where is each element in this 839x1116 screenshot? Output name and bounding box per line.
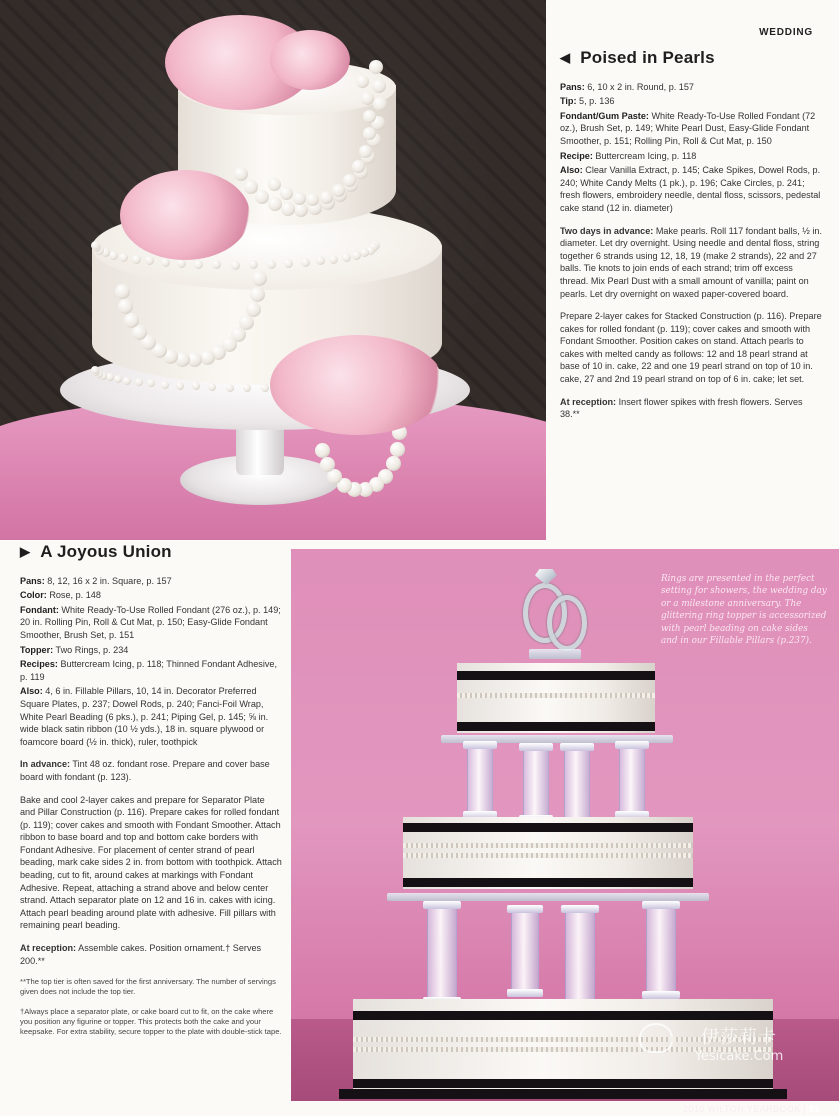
pearl: [281, 202, 295, 216]
base-board-ribbon: [339, 1089, 787, 1099]
cake-logo-icon: [639, 1023, 673, 1053]
method-paragraph: Prepare 2-layer cakes for Stacked Construction (p. 116). Prepare cakes for rolled fondant (p. 119); cover cakes and smooth with Fondant Smoother. Position cakes on stand. Attach pearls to cakes with melted candy as follows: 12 and 18 pearl strand at base of 10 in. cake, 22 and one 19 pearl strand on top of 10 in. cake, 27 and 2nd 19 pearl strand on top of 6 in. cake; let set.: [560, 311, 822, 385]
pearl: [284, 259, 293, 268]
pearl: [342, 253, 351, 262]
pearl: [373, 97, 387, 111]
fillable-pillar: [511, 909, 539, 993]
pearl: [161, 258, 170, 267]
advance-instructions: Two days in advance: Make pearls. Roll 117 fondant balls, ½ in. diameter. Let dry overnight. Using needle and dental floss, string together 6 strands using 12, 18, 19 (make 2 strands), 22 and 27 balls. Tie knots to join ends of each strand; trim off excess thread. Mix Pearl Dust with a small amount of vanilla; paint on pearls. Let dry overnight on waxed paper-covered board.: [560, 225, 822, 299]
triangle-right-icon: ▶: [20, 544, 31, 559]
pearl: [115, 284, 130, 299]
ingredient-line: Also: 4, 6 in. Fillable Pillars, 10, 14 in. Decorator Preferred Square Plates, p. 237; Dowel Rods, p. 240; Fanci-Foil Wrap, White Pearl Beading (6 pks.), p. 241; Piping Gel, p. 145; ⅝ in. wide black satin ribbon (10 ½ yds.), 18 in. square plywood or foamcore board (½ in. thick), ruler, toothpick: [20, 686, 269, 747]
footnote-servings: **The top tier is often saved for the first anniversary. The number of servings given does not include the top tier.: [20, 977, 276, 997]
pink-flower-cluster-top-right: [270, 30, 350, 90]
ingredient-line: Recipes: Buttercream Icing, p. 118; Thinned Fondant Adhesive, p. 119: [20, 659, 277, 682]
fillable-pillar: [523, 747, 549, 819]
pearl: [132, 255, 141, 264]
pearl: [91, 366, 99, 374]
recipe-poised-in-pearls: [560, 48, 822, 421]
recipe-title-text: A Joyous Union: [40, 542, 172, 561]
recipe-title: [20, 542, 282, 561]
pearl: [363, 110, 376, 123]
fillable-pillar: [565, 909, 595, 1009]
photo-caption: Rings are presented in the perfect setting for showers, the wedding day or a milestone anniversary. The glittering ring topper is accessorized with pearl beading on cake sides and in our Fillable Pillars (p.237).: [661, 574, 827, 647]
pearl: [268, 197, 282, 211]
watermark-url: Yesicake.Com: [694, 1049, 784, 1064]
photo-poised-in-pearls-cake: [0, 0, 546, 540]
pearl: [267, 260, 276, 269]
fillable-pillar: [467, 745, 493, 815]
cake-middle-tier: [403, 817, 693, 889]
ingredient-line: Tip: 5, p. 136: [560, 96, 615, 107]
pearl: [372, 79, 386, 93]
pink-flower-cluster-bottom: [270, 335, 445, 435]
fillable-pillar: [646, 905, 676, 995]
ingredient-line: Color: Rose, p. 148: [20, 590, 101, 601]
pearl: [177, 259, 186, 268]
fillable-pillar: [619, 745, 645, 815]
reception-instructions: At reception: Insert flower spikes with fresh flowers. Serves 38.**: [560, 396, 803, 420]
method-paragraph: Bake and cool 2-layer cakes and prepare for Separator Plate and Pillar Construction (p. 116). Prepare cakes for rolled fondant (p. 119); cover cakes and smooth with Fondant Smoother. Attach ribbon to base board and top and bottom cake borders with Fondant Adhesive. For placement of center strand of pearl beading, mark cake sides 2 in. from bottom with toothpick. Attach beading, cut to fit, around cakes at markings with Fondant Adhesive. Repeat, attaching a strand above and below center strand. Attach separator plate on 12 and 16 in. cakes with icing. Attach pearl beading around plate with adhesive. Fill pillars with remaining pearl beading.: [20, 794, 282, 931]
pearl: [359, 145, 372, 158]
pearl: [114, 375, 122, 383]
pearl: [261, 384, 269, 392]
pearl: [390, 442, 405, 457]
ingredient-line: Fondant: White Ready-To-Use Rolled Fondant (276 oz.), p. 149; 20 in. Rolling Pin, Roll & Cut Mat, p. 150; Easy-Glide Fondant Smoother, Brush Set, p. 151: [20, 604, 281, 640]
ingredient-line: Fondant/Gum Paste: White Ready-To-Use Rolled Fondant (72 oz.), Brush Set, p. 149; White Pearl Dust, Easy-Glide Fondant Smoother, p. 151; Rolling Pin, Roll & Cut Mat, p. 150: [560, 110, 816, 146]
page-folio: 2010 WILTON YEARBOOK | 89: [683, 1104, 820, 1114]
pearl: [343, 174, 356, 187]
ingredient-line: Also: Clear Vanilla Extract, p. 145; Cake Spikes, Dowel Rods, p. 240; White Candy Melts (1 pk.), p. 196; Cake Circles, p. 241; fresh flowers, embroidery needle, dental floss, scissors, pedestal cake stand (12 in. diameter): [560, 165, 821, 213]
topper-base: [529, 649, 581, 659]
ring-topper-right: [547, 595, 587, 651]
triangle-left-icon: ◀: [560, 50, 571, 65]
ingredient-line: Recipe: Buttercream Icing, p. 118: [560, 150, 697, 161]
pearl: [320, 457, 335, 472]
ingredient-line: Topper: Two Rings, p. 234: [20, 644, 129, 655]
publication-name: 2010 WILTON YEARBOOK: [683, 1104, 801, 1114]
ingredient-line: Pans: 8, 12, 16 x 2 in. Square, p. 157: [20, 575, 172, 586]
pearl: [332, 184, 345, 197]
photo-a-joyous-union-cake: [291, 549, 839, 1101]
pearl: [194, 260, 203, 269]
page-number: 89: [809, 1104, 820, 1114]
pearl: [91, 241, 100, 250]
pearl: [109, 251, 118, 260]
pearl: [301, 258, 310, 267]
pearl: [124, 313, 139, 328]
fillable-pillar: [427, 905, 457, 1001]
watermark-chinese: 伊莎莉卡: [701, 1027, 777, 1048]
advance-instructions: In advance: Tint 48 oz. fondant rose. Prepare and cover base board with fondant (p. 123).: [20, 759, 270, 782]
pearl: [320, 191, 333, 204]
fillable-pillar: [564, 747, 590, 823]
pearl: [176, 382, 184, 390]
pearl: [360, 248, 369, 257]
site-watermark: [639, 1023, 799, 1064]
recipe-title: [560, 48, 822, 67]
pink-flower-cluster-middle: [120, 170, 250, 260]
pearl: [361, 92, 374, 105]
cake-top-tier: [457, 663, 655, 733]
pearl: [226, 384, 234, 392]
reception-instructions: At reception: Assemble cakes. Position ornament.† Serves 200.**: [20, 943, 262, 966]
pearl: [363, 127, 376, 140]
pearl: [135, 378, 143, 386]
section-tag: WEDDING: [759, 27, 813, 38]
pearl: [293, 192, 306, 205]
recipe-title-text: Poised in Pearls: [580, 48, 715, 67]
pearl: [315, 443, 330, 458]
pearl: [244, 180, 258, 194]
pearl: [250, 287, 265, 302]
pearl: [161, 381, 169, 389]
diamond-gem-icon: [535, 569, 557, 585]
recipe-a-joyous-union: [20, 542, 282, 1037]
pearl: [369, 60, 383, 74]
pearl: [280, 187, 293, 200]
pearl: [352, 251, 361, 260]
separator-plate-middle: [387, 893, 709, 901]
footnote-topper: †Always place a separator plate, or cake board cut to fit, on the cake where you position any figurine or topper. This protects both the cake and your keepsake. For extra stability, secure topper to the plate with double-stick tape.: [20, 1007, 282, 1037]
ingredient-line: Pans: 6, 10 x 2 in. Round, p. 157: [560, 81, 694, 92]
pearl: [231, 261, 240, 270]
